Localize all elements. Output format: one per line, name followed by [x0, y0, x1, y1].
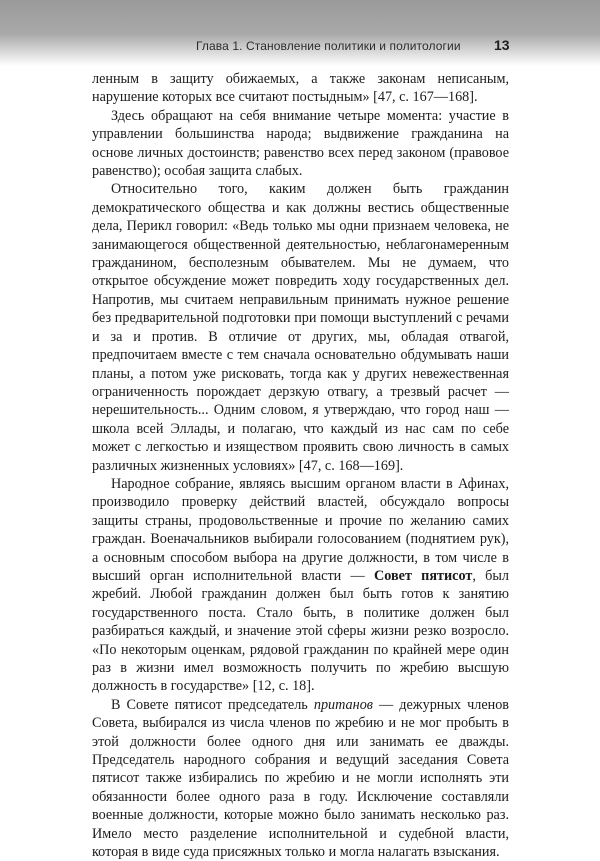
text-span: — дежурных членов Совета, выбирался из числа членов по жребию и не мог пробыть в этой должности более одного дня или занимать ее дважды. Председатель народного собрания и ведущий заседания Совета пятисот также избирались по жребию и не могли исполнять эти обязанности более одного раза в году. Исключение составляли военные должности, которые можно было занимать несколько раз. Имело место разделение исполнительной и судебной власти, которая в виде суда присяжных только и могла налагать взыскания.	[92, 696, 509, 861]
page-number: 13	[494, 37, 510, 53]
paragraph-continuation: ленным в защиту обижаемых, а также законам неписаным, нарушение которых все считают постыдным» [47, с. 167—168].	[92, 71, 509, 106]
paragraph-pericles-quote: Относительно того, каким должен быть гражданин демократического общества и как должны вестись общественные дела, Перикл говорил: «Ведь только мы одни признаем человека, не занимающегося общественной деятельностью, неблагонамеренным гражданином, бесполезным обывателем. Мы не думаем, что открытое обсуждение может повредить ходу государственных дел. Напротив, мы считаем неправильным принимать нужное решение без предварительной подготовки при помощи выступлений с речами и за и против. В отличие от других, мы, обладая отвагой, предпочитаем вместе с тем сначала основательно обдумывать наши планы, а потом уже рисковать, тогда как у других невежественная ограниченность порождает дерзкую отвагу, а трезвый расчет — нерешительность... Одним словом, я утверждаю, что город наш — школа всей Эллады, и полагаю, что каждый из нас сам по себе может с легкостью и изяществом проявить свою личность в самых различных жизненных условиях» [47, с. 168—169].	[92, 181, 509, 474]
text-span: Народное собрание, являясь высшим органом власти в Афинах, производило проверку действий властей, обсуждало вопросы защиты страны, продовольственные и прочие по желанию самих граждан. Военачальников выбирали голосованием (поднятием рук), а основным способом выбора на другие должности, в том числе в высший орган исполнительной власти —	[92, 475, 509, 584]
paragraph-four-points: Здесь обращают на себя внимание четыре момента: участие в управлении большинства народа; выдвижение гражданина на основе личных достоинств; равенство всех перед законом (правовое равенство); особая защита слабых.	[92, 107, 509, 180]
term-prytanes: пританов	[313, 696, 373, 713]
paragraph-popular-assembly	[92, 475, 509, 696]
text-span: , был жребий. Любой гражданин должен был быть готов к занятию государственного поста. Стало быть, в политике должен был разбираться каждый, и значение этой сферы жизни резко возросло. «По некоторым оценкам, рядовой гражданин по крайней мере один раз в жизни имел возможность получить по жребию высшую должность в государстве» [12, с. 18].	[92, 567, 509, 695]
running-title: Глава 1. Становление политики и политологии	[196, 39, 461, 53]
paragraph-council-prytanes	[92, 696, 509, 861]
text-span: В Совете пятисот председатель	[111, 696, 314, 713]
page-body	[92, 70, 509, 861]
page-header	[0, 0, 600, 66]
term-council-of-five-hundred: Совет пятисот	[374, 567, 473, 584]
